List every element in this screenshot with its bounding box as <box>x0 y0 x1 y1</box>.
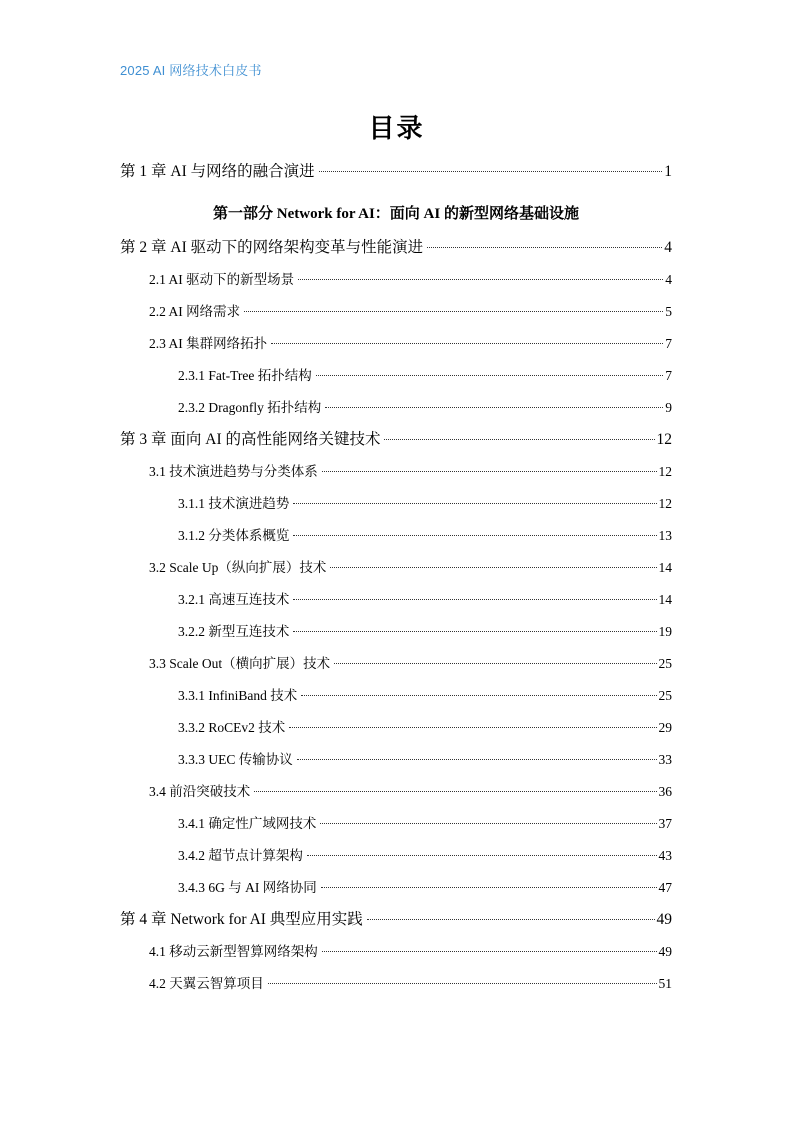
dot-leader <box>301 695 656 696</box>
toc-entry[interactable] <box>120 396 672 428</box>
dot-leader <box>334 663 656 664</box>
toc-entry[interactable] <box>120 940 672 972</box>
dot-leader <box>271 343 663 344</box>
toc-entry[interactable] <box>120 684 672 716</box>
toc-entry-page-number: 1 <box>664 163 672 180</box>
toc-entry-page-number: 14 <box>658 592 672 607</box>
toc-entry-label: 3.2 Scale Up（纵向扩展）技术 <box>149 560 327 575</box>
toc-entry-page-number: 43 <box>658 848 672 863</box>
toc-entry-label: 第 2 章 AI 驱动下的网络架构变革与性能演进 <box>120 239 424 256</box>
toc-part-heading: 第一部分 Network for AI：面向 AI 的新型网络基础设施 <box>213 206 579 222</box>
toc-entry-page-number: 29 <box>658 720 672 735</box>
toc-entry[interactable] <box>120 620 672 652</box>
toc-entry-page-number: 4 <box>664 239 672 256</box>
dot-leader <box>268 983 657 984</box>
toc-entry[interactable] <box>120 268 672 300</box>
toc-entry-page-number: 36 <box>658 784 672 799</box>
dot-leader <box>427 247 662 248</box>
toc-entry-page-number: 9 <box>665 400 672 415</box>
dot-leader <box>367 919 655 920</box>
dot-leader <box>298 279 663 280</box>
toc-entry-page-number: 5 <box>665 304 672 319</box>
dot-leader <box>321 887 657 888</box>
toc-entry[interactable] <box>120 908 672 940</box>
dot-leader <box>307 855 657 856</box>
table-of-contents <box>120 160 672 1004</box>
toc-entry-page-number: 25 <box>658 688 672 703</box>
dot-leader <box>384 439 654 440</box>
toc-entry-label: 2.2 AI 网络需求 <box>149 304 241 319</box>
toc-entry-page-number: 12 <box>656 431 672 448</box>
toc-entry[interactable] <box>120 332 672 364</box>
toc-entry-label: 2.3 AI 集群网络拓扑 <box>149 336 268 351</box>
toc-entry[interactable] <box>120 876 672 908</box>
toc-entry-page-number: 19 <box>658 624 672 639</box>
dot-leader <box>319 171 663 172</box>
dot-leader <box>254 791 656 792</box>
toc-entry[interactable] <box>120 588 672 620</box>
toc-entry-page-number: 51 <box>658 976 672 991</box>
toc-entry[interactable] <box>120 492 672 524</box>
dot-leader <box>293 631 656 632</box>
toc-entry-page-number: 4 <box>665 272 672 287</box>
toc-entry-page-number: 12 <box>658 464 672 479</box>
toc-entry-label: 2.3.2 Dragonfly 拓扑结构 <box>178 400 322 415</box>
toc-entry-page-number: 49 <box>658 944 672 959</box>
toc-entry-page-number: 12 <box>658 496 672 511</box>
dot-leader <box>322 471 657 472</box>
toc-entry-label: 3.3.3 UEC 传输协议 <box>178 752 293 767</box>
toc-entry-label: 3.2.1 高速互连技术 <box>178 592 290 607</box>
toc-entry[interactable] <box>120 236 672 268</box>
toc-entry-page-number: 13 <box>658 528 672 543</box>
toc-entry[interactable] <box>120 460 672 492</box>
dot-leader <box>293 599 656 600</box>
dot-leader <box>320 823 656 824</box>
toc-entry-label: 3.1 技术演进趋势与分类体系 <box>149 464 318 479</box>
dot-leader <box>322 951 657 952</box>
toc-entry-label: 3.4.3 6G 与 AI 网络协同 <box>178 880 317 895</box>
toc-entry-label: 4.1 移动云新型智算网络架构 <box>149 944 318 959</box>
dot-leader <box>244 311 663 312</box>
toc-entry-label: 2.3.1 Fat-Tree 拓扑结构 <box>178 368 312 383</box>
toc-entry-label: 4.2 天翼云智算项目 <box>149 976 264 991</box>
toc-entry-label: 3.4 前沿突破技术 <box>149 784 251 799</box>
toc-entry[interactable] <box>120 300 672 332</box>
toc-entry[interactable] <box>120 748 672 780</box>
toc-entry[interactable] <box>120 812 672 844</box>
toc-entry[interactable] <box>120 556 672 588</box>
toc-entry-label: 3.4.2 超节点计算架构 <box>178 848 303 863</box>
toc-entry[interactable] <box>120 716 672 748</box>
toc-entry-page-number: 7 <box>665 368 672 383</box>
dot-leader <box>297 759 657 760</box>
toc-entry-page-number: 47 <box>658 880 672 895</box>
toc-entry[interactable] <box>120 652 672 684</box>
dot-leader <box>289 727 656 728</box>
dot-leader <box>316 375 664 376</box>
toc-entry[interactable] <box>120 428 672 460</box>
toc-entry[interactable] <box>120 972 672 1004</box>
toc-entry-page-number: 7 <box>665 336 672 351</box>
toc-entry-label: 3.3 Scale Out（横向扩展）技术 <box>149 656 331 671</box>
toc-entry[interactable] <box>120 524 672 556</box>
toc-entry-label: 3.3.2 RoCEv2 技术 <box>178 720 286 735</box>
toc-entry-label: 3.4.1 确定性广域网技术 <box>178 816 317 831</box>
toc-entry[interactable] <box>120 844 672 876</box>
toc-entry[interactable] <box>120 364 672 396</box>
toc-entry-page-number: 49 <box>656 911 672 928</box>
toc-entry[interactable] <box>120 780 672 812</box>
toc-entry-page-number: 25 <box>658 656 672 671</box>
toc-entry-label: 第 1 章 AI 与网络的融合演进 <box>120 163 315 180</box>
toc-entry-label: 3.3.1 InfiniBand 技术 <box>178 688 298 703</box>
dot-leader <box>293 503 656 504</box>
dot-leader <box>293 535 656 536</box>
running-header: 2025 AI 网络技术白皮书 <box>120 63 262 78</box>
toc-entry-label: 3.2.2 新型互连技术 <box>178 624 290 639</box>
toc-entry-label: 第 4 章 Network for AI 典型应用实践 <box>120 911 363 928</box>
toc-entry-page-number: 33 <box>658 752 672 767</box>
dot-leader <box>325 407 663 408</box>
toc-entry[interactable] <box>120 160 672 192</box>
page-title: 目录 <box>368 114 425 144</box>
toc-entry-label: 第 3 章 面向 AI 的高性能网络关键技术 <box>120 431 381 448</box>
toc-entry-label: 3.1.2 分类体系概览 <box>178 528 290 543</box>
toc-entry-page-number: 37 <box>658 816 672 831</box>
toc-entry-label: 2.1 AI 驱动下的新型场景 <box>149 272 295 287</box>
toc-entry-label: 3.1.1 技术演进趋势 <box>178 496 290 511</box>
dot-leader <box>330 567 656 568</box>
toc-entry-page-number: 14 <box>658 560 672 575</box>
